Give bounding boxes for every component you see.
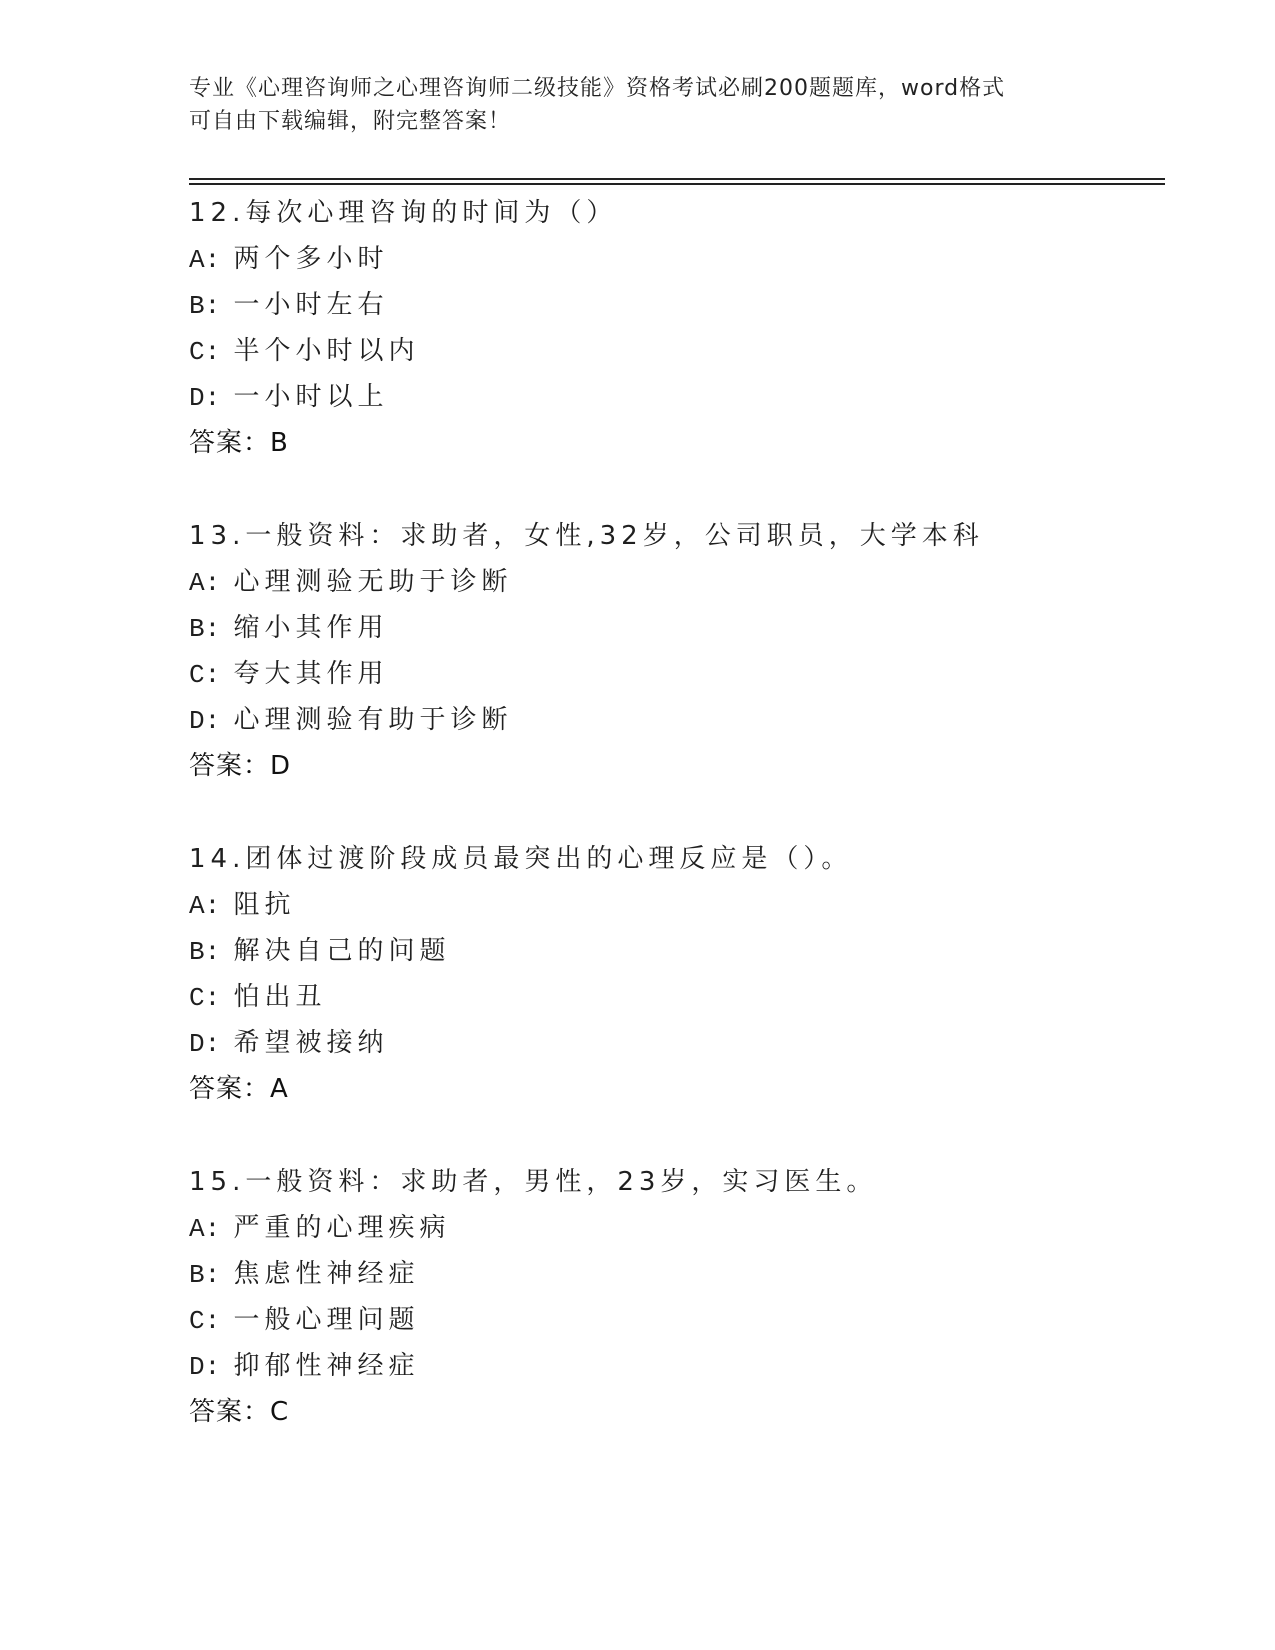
option-text: 心理测验有助于诊断: [233, 705, 513, 735]
header-line-2: 可自由下载编辑，附完整答案！: [189, 109, 512, 134]
option-label: B:: [189, 291, 221, 321]
option-label: A:: [189, 891, 221, 921]
option-text: 缩小其作用: [233, 613, 389, 643]
answer: 答案：C: [189, 1397, 290, 1427]
option-b: [189, 1251, 1169, 1297]
option-label: D:: [189, 1352, 221, 1382]
option-b: [189, 605, 1169, 651]
question-15: [189, 1159, 1169, 1435]
option-text: 一小时以上: [233, 382, 389, 412]
option-text: 心理测验无助于诊断: [233, 567, 513, 597]
question-stem: 15.一般资料：求助者，男性，23岁，实习医生。: [189, 1167, 878, 1197]
option-c: [189, 1297, 1169, 1343]
option-c: [189, 651, 1169, 697]
option-d: [189, 697, 1169, 743]
option-text: 希望被接纳: [233, 1028, 389, 1058]
option-text: 两个多小时: [233, 244, 389, 274]
question-12: [189, 190, 1169, 466]
answer: 答案：D: [189, 751, 292, 781]
header-line-1: 专业《心理咨询师之心理咨询师二级技能》资格考试必刷200题题库，word格式: [189, 76, 1006, 101]
option-a: [189, 236, 1169, 282]
question-stem: 14.团体过渡阶段成员最突出的心理反应是（）。: [189, 844, 853, 874]
option-label: C:: [189, 337, 221, 367]
option-b: [189, 928, 1169, 974]
option-label: B:: [189, 937, 221, 967]
option-text: 半个小时以内: [233, 336, 420, 366]
option-label: B:: [189, 614, 221, 644]
header-divider-top: [189, 178, 1165, 180]
question-14: [189, 836, 1169, 1112]
question-list: [189, 190, 1169, 1482]
option-label: B:: [189, 1260, 221, 1290]
option-text: 怕出丑: [233, 982, 327, 1012]
option-label: A:: [189, 568, 221, 598]
document-header: [189, 72, 1089, 138]
option-label: A:: [189, 1214, 221, 1244]
option-label: D:: [189, 1029, 221, 1059]
option-label: D:: [189, 383, 221, 413]
question-13: [189, 513, 1169, 789]
question-stem: 13.一般资料：求助者，女性,32岁，公司职员，大学本科: [189, 521, 984, 551]
option-text: 严重的心理疾病: [233, 1213, 451, 1243]
option-label: C:: [189, 983, 221, 1013]
answer: 答案：B: [189, 428, 289, 458]
option-text: 阻抗: [233, 890, 296, 920]
answer: 答案：A: [189, 1074, 289, 1104]
option-label: C:: [189, 1306, 221, 1336]
option-label: A:: [189, 245, 221, 275]
question-stem: 12.每次心理咨询的时间为（）: [189, 198, 618, 228]
option-text: 解决自己的问题: [233, 936, 451, 966]
option-c: [189, 974, 1169, 1020]
option-d: [189, 374, 1169, 420]
option-text: 夸大其作用: [233, 659, 389, 689]
option-b: [189, 282, 1169, 328]
header-divider-bottom: [189, 183, 1165, 185]
option-a: [189, 559, 1169, 605]
option-text: 一般心理问题: [233, 1305, 420, 1335]
option-label: D:: [189, 706, 221, 736]
option-d: [189, 1343, 1169, 1389]
option-text: 抑郁性神经症: [233, 1351, 420, 1381]
option-text: 一小时左右: [233, 290, 389, 320]
option-d: [189, 1020, 1169, 1066]
option-a: [189, 1205, 1169, 1251]
option-text: 焦虑性神经症: [233, 1259, 420, 1289]
option-a: [189, 882, 1169, 928]
option-c: [189, 328, 1169, 374]
option-label: C:: [189, 660, 221, 690]
